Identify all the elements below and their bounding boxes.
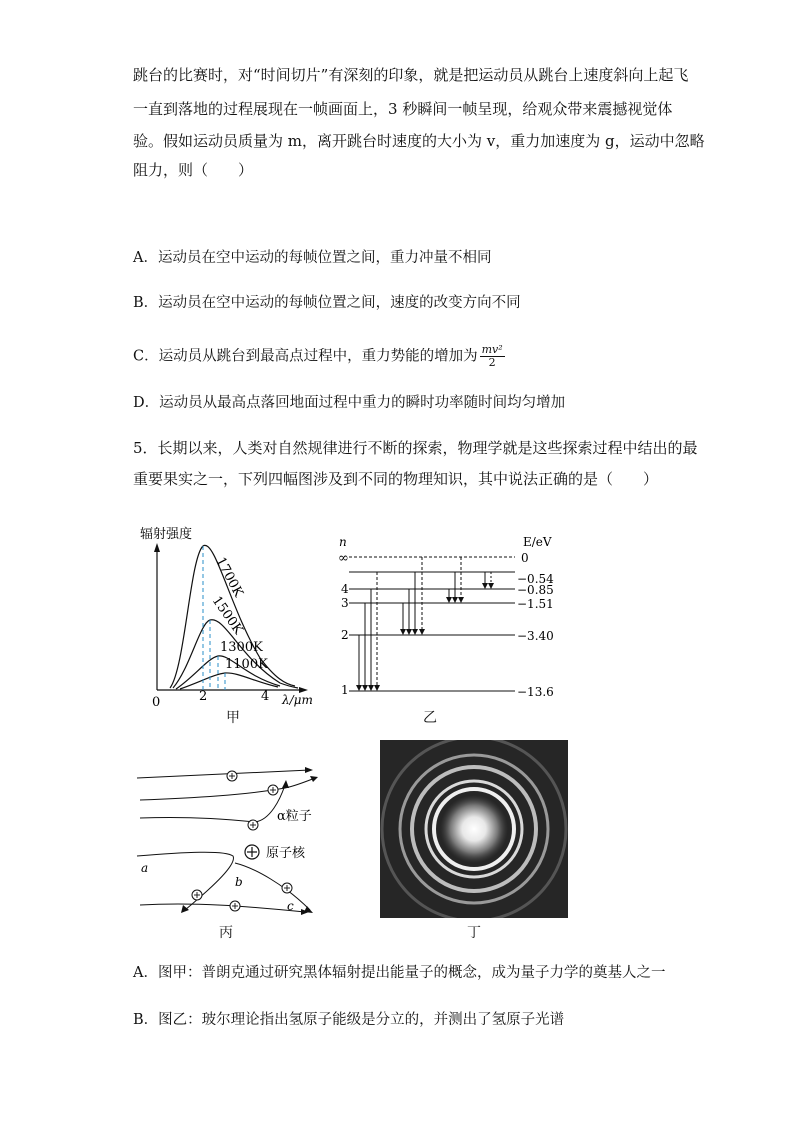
q4-stem-line-2: 一直到落地的过程展现在一帧画面上，3 秒瞬间一帧呈现，给观众带来震撼视觉体 [133, 100, 673, 118]
tick-label-4: 4 [261, 689, 270, 704]
fraction-numerator: mv² [481, 343, 503, 356]
level-e-1: −13.6 [517, 685, 554, 699]
q4-stem-line-3: 验。假如运动员质量为 m，离开跳台时速度的大小为 v，重力加速度为 g，运动中忽略 [133, 132, 705, 150]
blackbody-ylabel: 辐射强度 [140, 527, 193, 542]
q4-option-c-text: C．运动员从跳台到最高点过程中，重力势能的增加为 [133, 348, 478, 365]
level-n-1: 1 [341, 683, 349, 697]
diffraction-central-spot [440, 795, 508, 863]
figure-blackbody-radiation [130, 518, 340, 718]
fraction-denominator: 2 [488, 356, 496, 369]
level-e-4: −0.85 [517, 583, 554, 597]
level-e-5: −0.54 [517, 572, 554, 586]
q4-option-b: B．运动员在空中运动的每帧位置之间，速度的改变方向不同 [133, 295, 521, 311]
paschen-transitions [449, 557, 461, 599]
curve-label-1300K: 1300K [220, 640, 263, 655]
q4-stem-line-4: 阻力，则（ ） [133, 161, 254, 179]
q5-stem-line-2: 重要果实之一，下列四幅图涉及到不同的物理知识，其中说法正确的是（ ） [133, 470, 659, 488]
figure-diffraction-pattern [380, 740, 568, 918]
path-label-b: b [235, 875, 243, 889]
level-e-3: −1.51 [517, 597, 554, 611]
level-e-inf: 0 [521, 551, 529, 565]
paschen-arrowheads [446, 597, 464, 603]
caption-jia: 甲 [226, 710, 240, 726]
balmer-arrowheads [400, 629, 425, 635]
q4-option-c [133, 344, 505, 369]
caption-yi: 乙 [423, 710, 437, 726]
q4-option-a: A．运动员在空中运动的每帧位置之间，重力冲量不相同 [133, 250, 492, 266]
y-axis-arrow-icon [154, 543, 160, 552]
balmer-transitions [403, 557, 422, 631]
alpha-particle-label: α粒子 [277, 809, 312, 824]
level-n-3: 3 [341, 596, 349, 610]
q5-option-b: B．图乙：玻尔理论指出氢原子能级是分立的，并测出了氢原子光谱 [133, 1012, 565, 1028]
q4-option-d: D．运动员从最高点落回地面过程中重力的瞬时功率随时间均匀增加 [133, 395, 566, 411]
curve-label-1100K: 1100K [225, 657, 268, 672]
q5-stem-line-1: 5．长期以来，人类对自然规律进行不断的探索，物理学就是这些探索过程中结出的最 [133, 439, 698, 457]
level-n-4: 4 [341, 582, 349, 596]
origin-label: 0 [152, 695, 161, 710]
level-e-2: −3.40 [517, 629, 554, 643]
brackett-arrowheads [482, 583, 494, 589]
q5-option-a: A．图甲：普朗克通过研究黑体辐射提出能量子的概念，成为量子力学的奠基人之一 [133, 965, 666, 981]
curve-label-1700K: 1700K [212, 554, 246, 600]
fraction-mv2-over-2 [480, 344, 505, 369]
energy-unit-label: E/eV [523, 535, 552, 549]
lyman-arrowheads [356, 685, 380, 691]
tick-label-2: 2 [199, 689, 208, 704]
curve-1100K [180, 673, 278, 689]
figure-energy-levels [335, 535, 565, 705]
blackbody-xlabel: λ/μm [282, 693, 313, 707]
path-label-a: a [141, 861, 149, 875]
nucleus-label: 原子核 [266, 846, 306, 861]
alpha-particle-markers [192, 771, 292, 911]
caption-bing: 丙 [219, 925, 233, 941]
curve-label-1500K: 1500K [208, 593, 246, 638]
path-label-c: c [287, 899, 294, 913]
level-n-inf: ∞ [338, 551, 349, 566]
q4-stem-line-1: 跳台的比赛时，对“时间切片”有深刻的印象，就是把运动员从跳台上速度斜向上起飞 [133, 66, 689, 84]
figure-alpha-scattering [135, 760, 335, 920]
level-n-2: 2 [341, 628, 349, 642]
caption-ding: 丁 [467, 925, 481, 941]
n-label: n [339, 535, 347, 549]
